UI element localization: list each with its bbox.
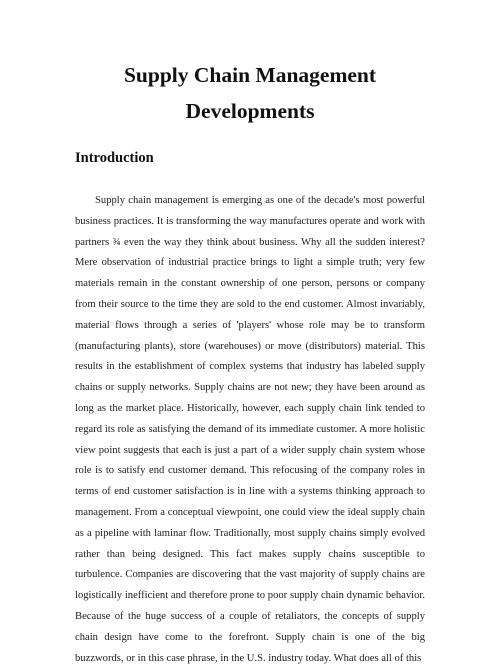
- document-title-line-2: Developments: [185, 99, 315, 123]
- body-paragraph: Supply chain management is emerging as one of the decade's most powerful business practices. It is transforming the way manufactures operate and work with partners ¾ even the way they think about business. Why all the sudden interest? Mere observation of industrial practice brings to light a simple truth; very few materials remain in the constant ownership of one person, persons or company from their source to the time they are sold to the end customer. Almost invariably, material flows through a series of 'players' whose role may be to transform (manufacturing plants), store (warehouses) or move (distributors) material. This results in the establishment of complex systems that industry has labeled supply chains or supply networks. Supply chains are not new; they have been around as long as the market place. Historically, however, each supply chain link tended to regard its role as satisfying the demand of its immediate customer. A more holistic view point suggests that each is just a part of a wider supply chain system whose role is to satisfy end customer demand. This refocusing of the company roles in terms of end customer satisfaction is in line with a systems thinking approach to management. From a conceptual viewpoint, one could view the ideal supply chain as a pipeline with laminar flow. Traditionally, most supply chains simply evolved rather than being designed. This fact makes supply chains susceptible to turbulence. Companies are discovering that the vast majority of supply chains are logistically inefficient and therefore prone to poor supply chain dynamic behavior. Because of the huge success of a couple of retaliators, the concepts of supply chain design have come to the forefront. Supply chain is one of the big buzzwords, or in this case phrase, in the U.S. industry today. What does all of this: [75, 195, 425, 664]
- section-heading: Introduction: [75, 150, 154, 166]
- document-title-line-1: Supply Chain Management: [123, 63, 377, 87]
